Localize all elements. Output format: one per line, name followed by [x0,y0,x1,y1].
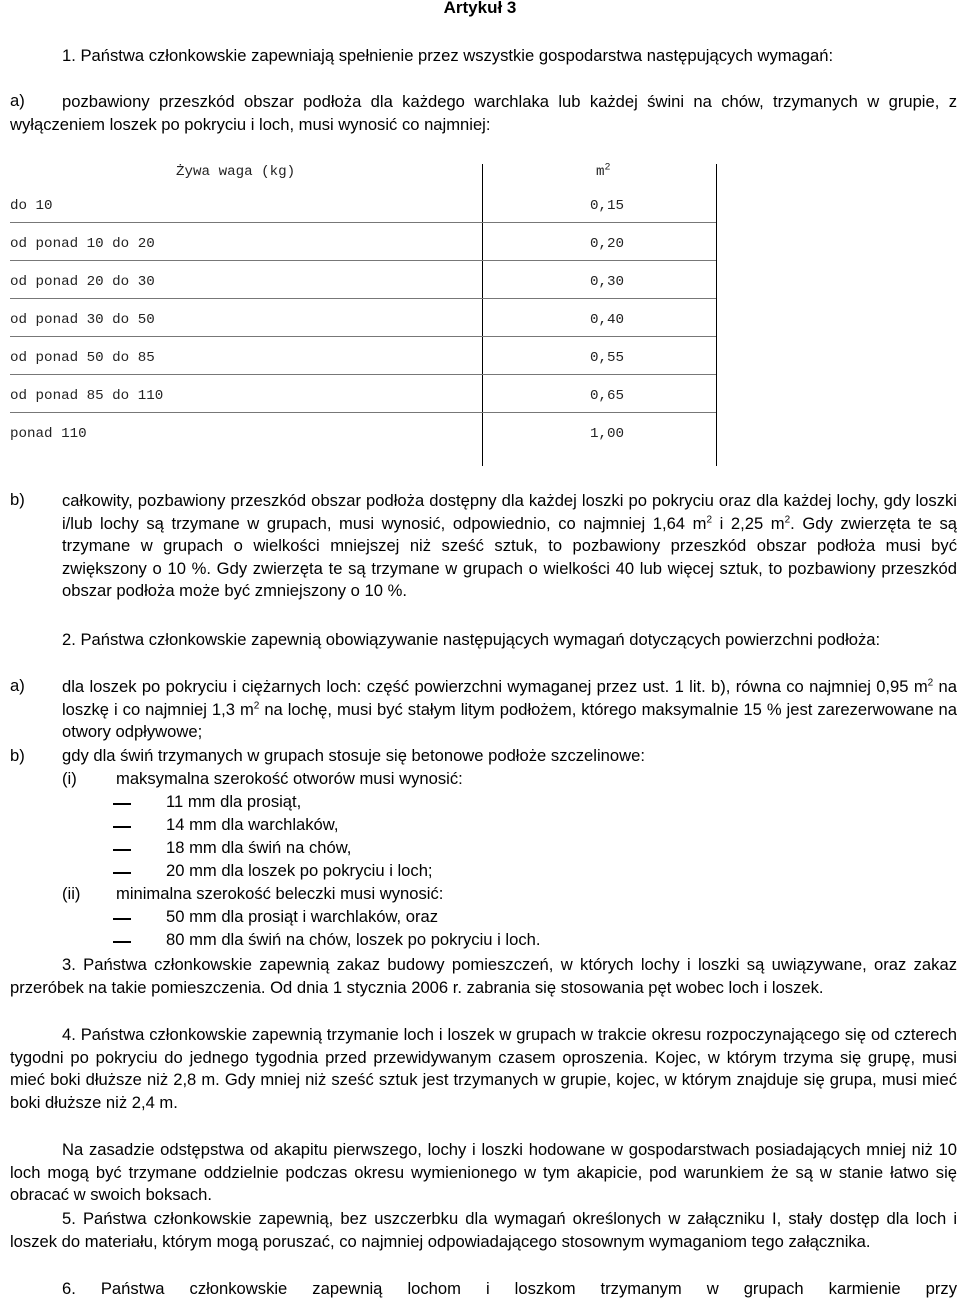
weight-cell: od ponad 50 do 85 [10,350,155,366]
dash-bullet [113,826,131,828]
dash-bullet [113,849,131,851]
table-row [10,270,718,300]
paragraph-4-derogation: Na zasadzie odstępstwa od akapitu pierwszego, lochy i loszki hodowane w gospodarstwach posiadających mniej niż 10 loch mogą być trzymane oddzielnie podczas okresu wymienionego w tym akapicie, pod warunkiem że są w stanie łatwo się obracać w swoich boksach. [10,1140,957,1204]
subitem-i-label: (i) [62,769,77,788]
area-cell: 1,00 [589,426,624,442]
item-a-text: pozbawiony przeszkód obszar podłoża dla każdego warchlaka lub każdej świni na chów, trzymanych w grupie, z wyłączeniem loszek po pokryciu i loch, musi wynosić co najmniej: [10,92,957,134]
weight-cell: ponad 110 [10,426,87,442]
item-2a-label: a) [10,676,25,695]
item-2b-text: gdy dla świń trzymanych w grupach stosuje się betonowe podłoże szczelinowe: [62,746,645,765]
subitem-ii-text: minimalna szerokość beleczki musi wynosić: [116,884,444,903]
paragraph-4: 4. Państwa członkowskie zapewnią trzymanie loch i loszek w grupach w trakcie okresu rozpoczynającego się od czterech tygodni po pokryciu do jednego tygodnia przed przewidywanym czasem oproszenia. Kojec, w którym trzyma się grupę, musi mieć boki dłuższe niż 2,8 m. Gdy mniej niż sześć sztuk jest trzymanych w grupie, kojec, w którym znajduje się grupa, musi mieć boki dłuższe niż 2,4 m. [10,1025,957,1112]
paragraph-1-intro: 1. Państwa członkowskie zapewniają spełnienie przez wszystkie gospodarstwa następujących wymagań: [62,46,834,65]
area-cell: 0,55 [589,350,624,366]
weight-area-table [10,156,718,466]
area-cell: 0,30 [589,274,624,290]
item-b-text: całkowity, pozbawiony przeszkód obszar podłoża dostępny dla każdej loszki po pokryciu oraz dla każdej lochy, gdy loszki i/lub lochy są trzymane w grupach, musi wynosić, odpowiednio, co najmniej 1,64 $m^2$ i 2,25 $m^2$. Gdy zwierzęta te są trzymane w grupach o wielkości mniejszej niż sześć sztuk, to pozbawiony przeszkód obszar podłoża musi być zwiększony o 10 %. Gdy zwierzęta te są trzymane w grupach o wielkości 40 lub więcej sztuk, to pozbawiony przeszkód obszar podłoża może być zmniejszony o 10 %. [62,491,957,600]
paragraph-6: 6. Państwa członkowskie zapewnią lochom i loszkom trzymanym w grupach karmienie przy [62,1279,957,1298]
table-row [10,232,718,262]
list-item: 11 mm dla prosiąt, [166,792,302,811]
paragraph-3: 3. Państwa członkowskie zapewnią zakaz budowy pomieszczeń, w których lochy i loszki są uwiązywane, oraz zakaz przeróbek na takie pomieszczenia. Od dnia 1 stycznia 2006 r. zabrania się stosowania pęt wobec loch i loszek. [10,955,957,997]
table-row [10,384,718,414]
list-item: 20 mm dla loszek po pokryciu i loch; [166,861,433,880]
dash-bullet [113,941,131,943]
item-2b-label: b) [10,746,25,765]
list-item: 50 mm dla prosiąt i warchlaków, oraz [166,907,439,926]
paragraph-2-intro: 2. Państwa członkowskie zapewnią obowiązywanie następujących wymagań dotyczących powierzchni podłoża: [62,630,881,649]
list-item: 14 mm dla warchlaków, [166,815,339,834]
table-row [10,194,718,224]
weight-cell: od ponad 10 do 20 [10,236,155,252]
table-row [10,308,718,338]
item-a-label: a) [10,91,25,110]
item-2a-text: dla loszek po pokryciu i ciężarnych loch: część powierzchni wymaganej przez ust. 1 lit. b), równa co najmniej 0,95 $m^2$ na loszkę i co najmniej 1,3 $m^2$ na lochę, musi być stałym litym podłożem, którego maksymalnie 15 % jest zarezerwowane na otwory odpływowe; [62,677,957,741]
dash-bullet [113,872,131,874]
area-cell: 0,40 [589,312,624,328]
list-item: 80 mm dla świń na chów, loszek po pokryciu i loch. [166,930,541,949]
weight-cell: od ponad 30 do 50 [10,312,155,328]
table-header-weight: Żywa waga (kg) [176,164,296,180]
list-item: 18 mm dla świń na chów, [166,838,352,857]
area-cell: 0,15 [589,198,624,214]
weight-cell: do 10 [10,198,53,214]
table-row [10,346,718,376]
article-title: Artykuł 3 [443,0,517,17]
weight-cell: od ponad 85 do 110 [10,388,164,404]
table-header-area: $m^2$ [596,162,611,180]
subitem-i-text: maksymalna szerokość otworów musi wynosić: [116,769,463,788]
area-cell: 0,20 [589,236,624,252]
dash-bullet [113,918,131,920]
table-row [10,422,718,452]
paragraph-5: 5. Państwa członkowskie zapewnią, bez uszczerbku dla wymagań określonych w załączniku I, stały dostęp dla loch i loszek do materiału, którym mogą poruszać, co najmniej odpowiadającego stosownym wymaganiom tego załącznika. [10,1209,957,1251]
weight-cell: od ponad 20 do 30 [10,274,155,290]
item-b-label: b) [10,490,25,509]
dash-bullet [113,803,131,805]
subitem-ii-label: (ii) [62,884,81,903]
area-cell: 0,65 [589,388,624,404]
